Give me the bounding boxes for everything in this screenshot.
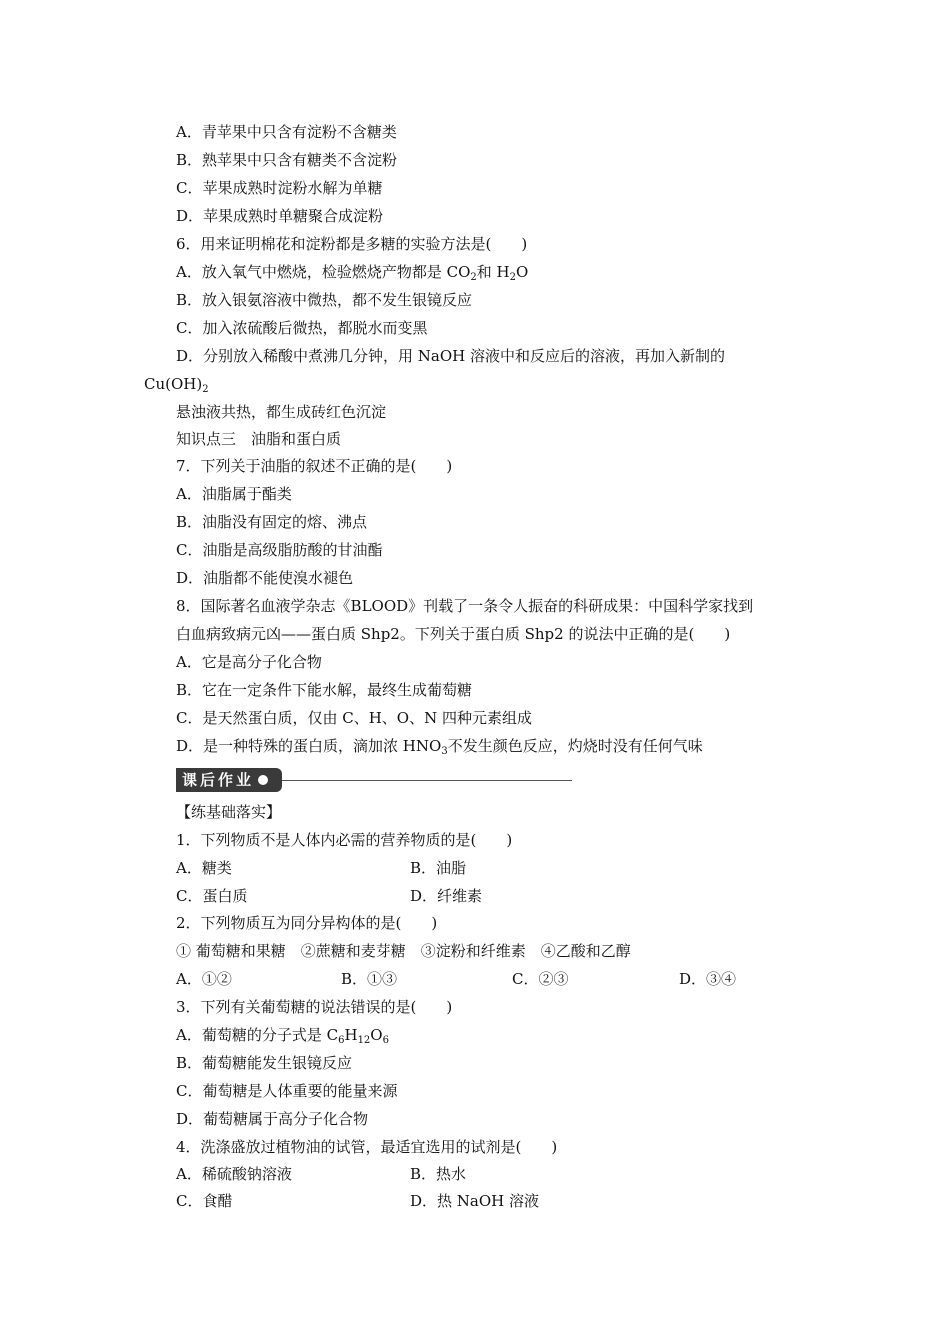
q7-option-a: A．油脂属于酯类	[176, 485, 292, 503]
q7-stem: 7．下列关于油脂的叙述不正确的是( )	[176, 457, 453, 475]
hw4-option-b: B．热水	[410, 1165, 467, 1183]
q8-option-a: A．它是高分子化合物	[176, 653, 322, 671]
q6-option-d-line2: $Cu(OH)_2$	[144, 375, 209, 395]
practice-heading: 【练基础落实】	[176, 803, 282, 821]
q6-option-a: A．放入氧气中燃烧，检验燃烧产物都是 $CO_2$和 $H_2O$	[176, 263, 529, 283]
q5-option-b: B．熟苹果中只含有糖类不含淀粉	[176, 151, 398, 169]
hw3-option-c: C．葡萄糖是人体重要的能量来源	[176, 1082, 398, 1100]
hw4-option-d: D．热 NaOH 溶液	[410, 1192, 540, 1210]
section-title: 知识点三 油脂和蛋白质	[176, 430, 342, 448]
q6-option-c: C．加入浓硫酸后微热，都脱水而变黑	[176, 319, 428, 337]
q7-option-c: C．油脂是高级脂肪酸的甘油酯	[176, 541, 383, 559]
banner-rule	[282, 780, 572, 781]
hw3-option-d: D．葡萄糖属于高分子化合物	[176, 1110, 369, 1128]
hw3-stem: 3．下列有关葡萄糖的说法错误的是( )	[176, 998, 453, 1016]
hw2-option-c: C．②③	[512, 970, 569, 988]
hw1-option-c: C．蛋白质	[176, 887, 248, 905]
q6-option-d-line3: 悬浊液共热，都生成砖红色沉淀	[176, 403, 387, 421]
q6-option-d-line1: D．分别放入稀酸中煮沸几分钟，用 NaOH 溶液中和反应后的溶液，再加入新制的	[176, 347, 726, 365]
q6-stem: 6．用来证明棉花和淀粉都是多糖的实验方法是( )	[176, 235, 528, 253]
homework-banner	[176, 768, 572, 792]
hw2-option-b: B．①③	[341, 970, 398, 988]
hw1-stem: 1．下列物质不是人体内必需的营养物质的是( )	[176, 831, 513, 849]
q6-option-b: B．放入银氨溶液中微热，都不发生银镜反应	[176, 291, 473, 309]
hw2-option-a: A．①②	[176, 970, 232, 988]
hw2-stem: 2．下列物质互为同分异构体的是( )	[176, 914, 438, 932]
q8-option-b: B．它在一定条件下能水解，最终生成葡萄糖	[176, 681, 473, 699]
hw3-option-a: A．葡萄糖的分子式是 $C_6H_{12}O_6$	[176, 1026, 389, 1046]
hw1-option-d: D．纤维素	[410, 887, 483, 905]
q7-option-b: B．油脂没有固定的熔、沸点	[176, 513, 368, 531]
hw1-option-a: A．糖类	[176, 859, 232, 877]
q8-stem-line2: 白血病致病元凶——蛋白质 Shp2。下列关于蛋白质 Shp2 的说法中正确的是( )	[176, 625, 731, 643]
q5-option-c: C．苹果成熟时淀粉水解为单糖	[176, 179, 383, 197]
q5-option-a: A．青苹果中只含有淀粉不含糖类	[176, 123, 397, 141]
q8-stem-line1: 8．国际著名血液学杂志《BLOOD》刊载了一条令人振奋的科研成果：中国科学家找到	[176, 597, 754, 615]
q8-option-c: C．是天然蛋白质，仅由 C、H、O、N 四种元素组成	[176, 709, 532, 727]
hw2-option-d: D．③④	[679, 970, 737, 988]
hw3-option-b: B．葡萄糖能发生银镜反应	[176, 1054, 353, 1072]
q7-option-d: D．油脂都不能使溴水褪色	[176, 569, 354, 587]
hw4-option-a: A．稀硫酸钠溶液	[176, 1165, 292, 1183]
hw2-items: ① 葡萄糖和果糖 ②蔗糖和麦芽糖 ③淀粉和纤维素 ④乙酸和乙醇	[176, 942, 631, 960]
hw4-stem: 4．洗涤盛放过植物油的试管，最适宜选用的试剂是( )	[176, 1138, 558, 1156]
banner-dot-icon	[258, 775, 268, 785]
q8-option-d: D．是一种特殊的蛋白质，滴加浓 $HNO_3$不发生颜色反应，灼烧时没有任何气味	[176, 737, 703, 757]
q5-option-d: D．苹果成熟时单糖聚合成淀粉	[176, 207, 384, 225]
hw4-option-c: C．食醋	[176, 1192, 233, 1210]
banner-label: 课后作业	[176, 768, 276, 792]
hw1-option-b: B．油脂	[410, 859, 467, 877]
